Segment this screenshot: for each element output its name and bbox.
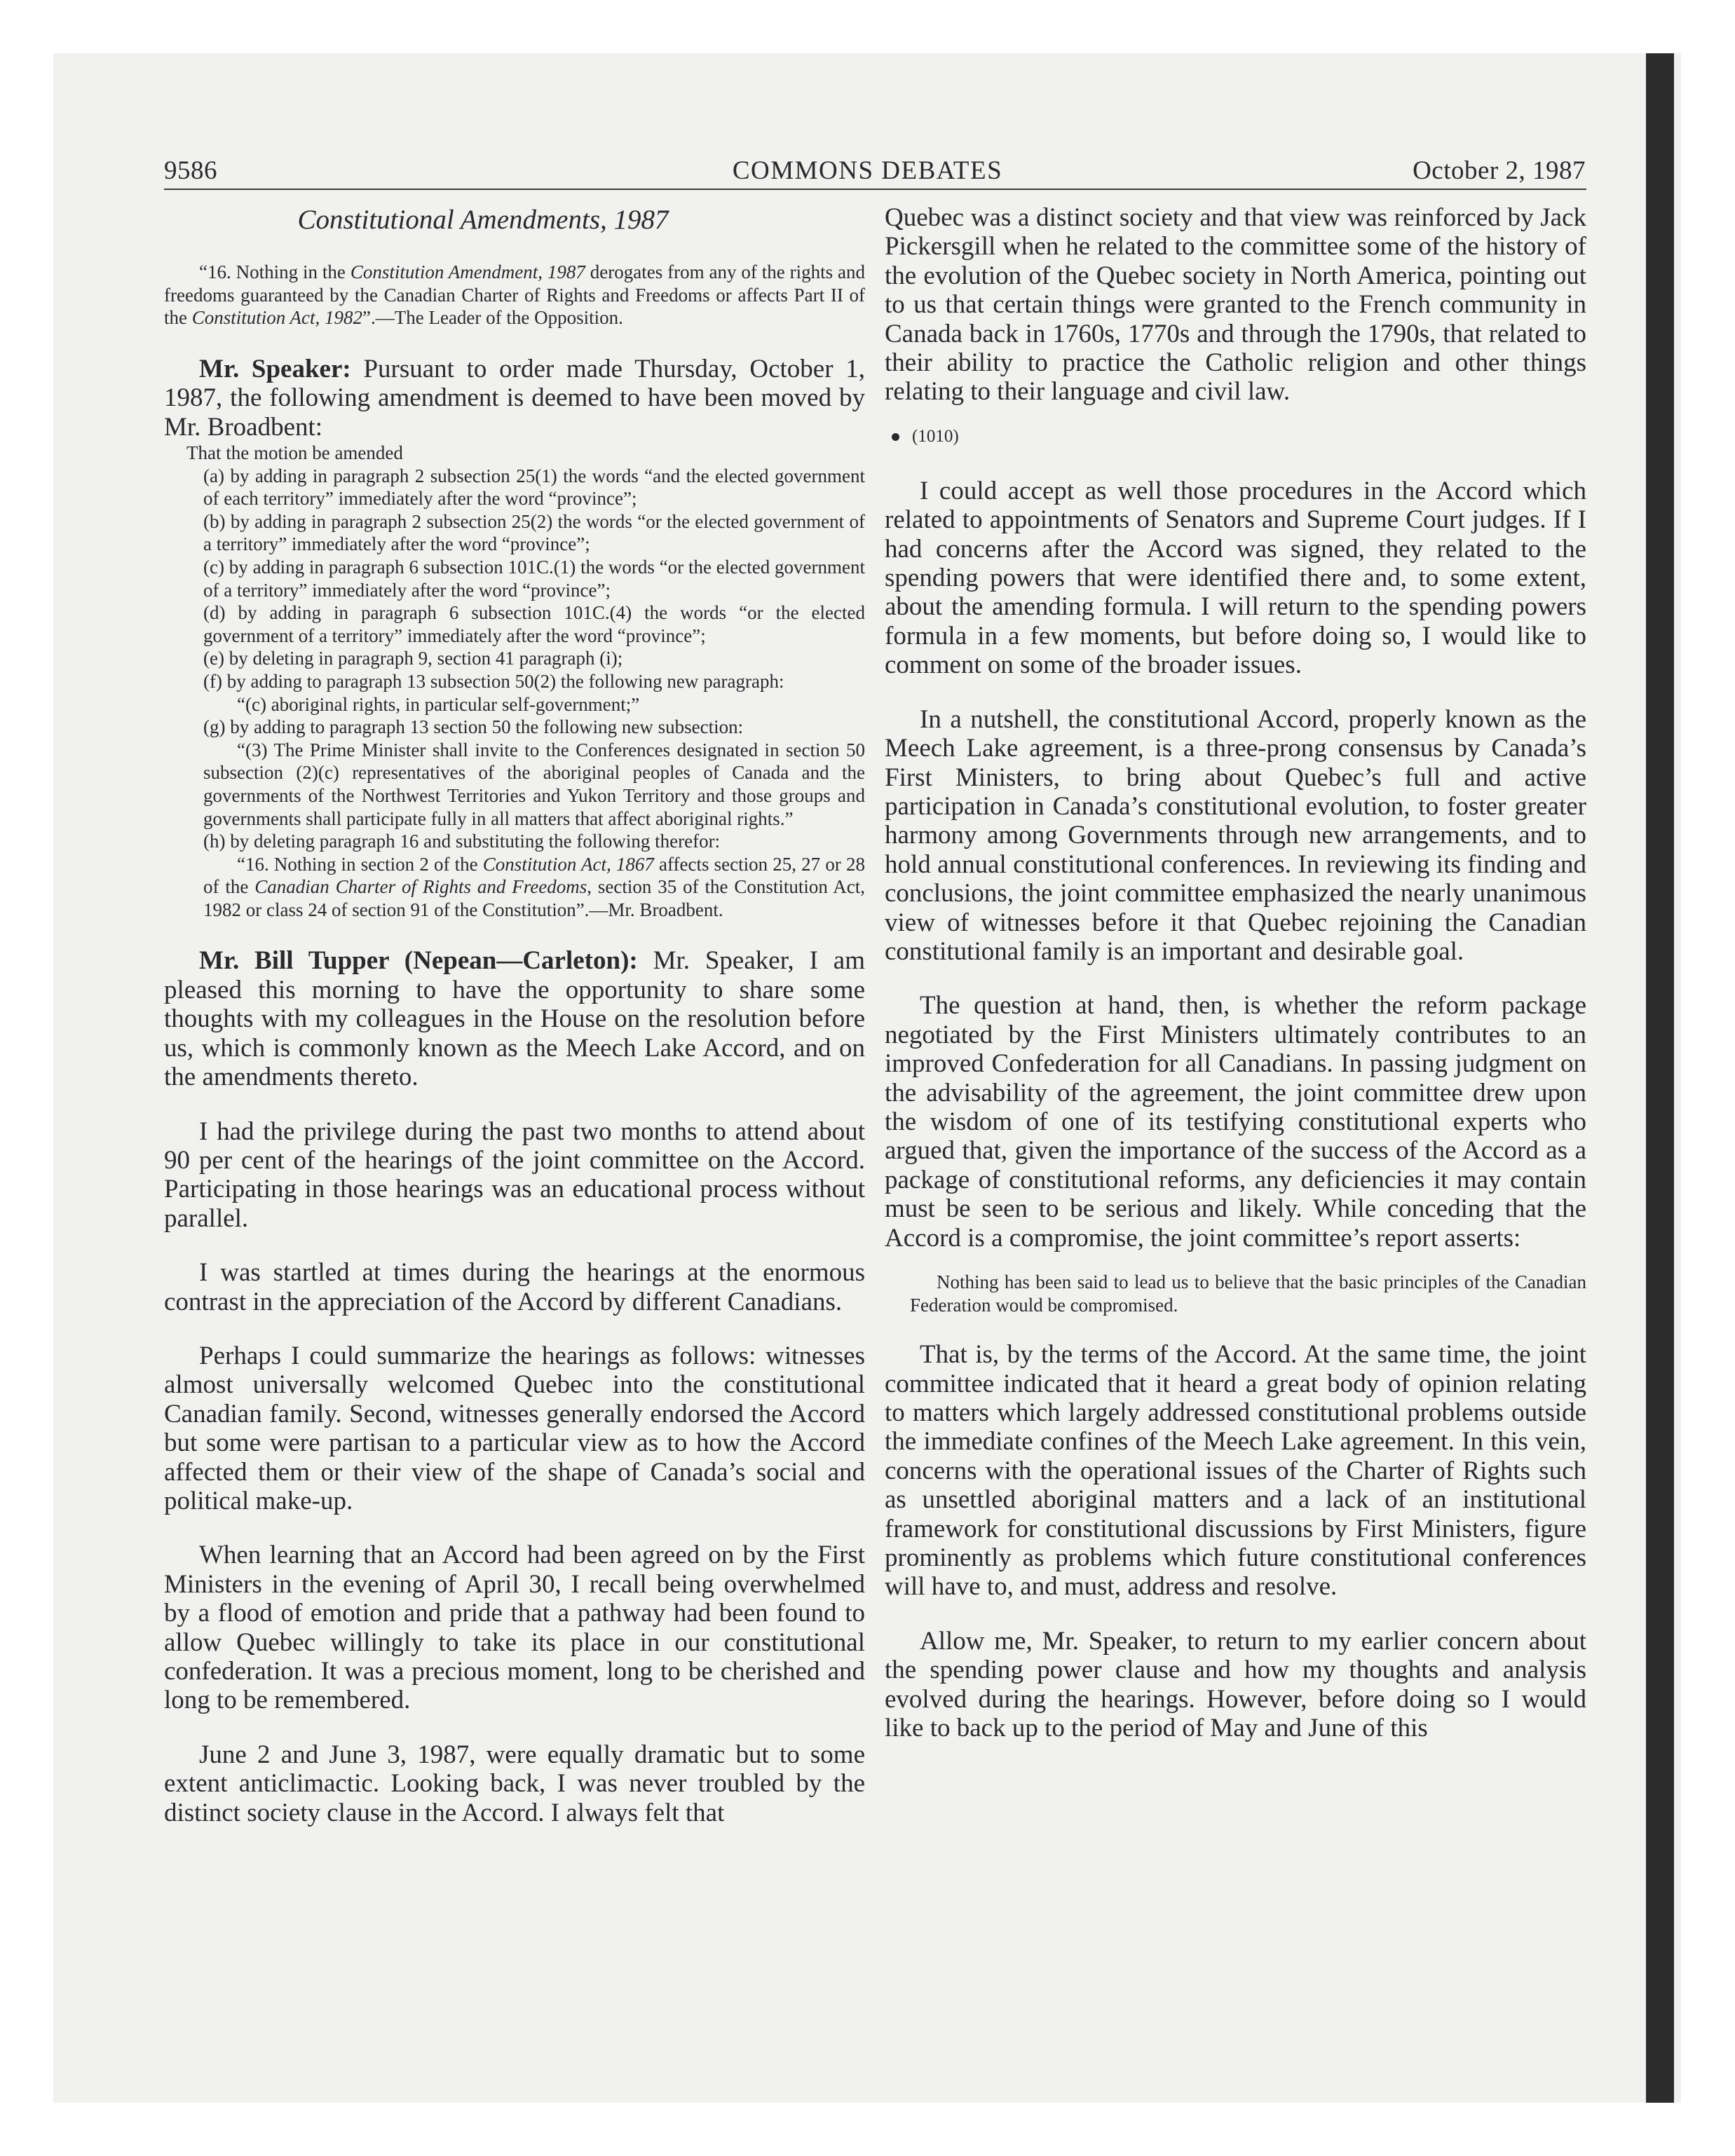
report-quotation: Nothing has been said to lead us to believe that the basic principles of the Canadian Federation would be compromised. [910,1271,1586,1316]
motion-clause-g: (g) by adding to paragraph 13 section 50 the following new subsection: [203,716,744,738]
body-paragraph: I could accept as well those procedures in the Accord which related to appointments of Senators and Supreme Court judges. If I had concerns after the Accord was signed, they related to the spending powers that were identified there and, to some extent, about the amending formula. I will return to the spending powers formula in a few moments, but before doing so, I would like to comment on some of the broader issues. [885,476,1586,680]
header-rule [164,189,1586,190]
motion-clause-h-text: “16. Nothing in section 2 of the Constitution Act, 1867 affects section 25, 27 or 28 of the Canadian Charter of Rights and Freedoms, section 35 of the Constitution Act, 1982 or class 24 of section 91 of the Constitution”.—Mr. Broadbent. [203,853,865,920]
quoted-amendment-16: “16. Nothing in the Constitution Amendment, 1987 derogates from any of the rights and freedoms guaranteed by the Canadian Charter of Rights and Freedoms or affects Part II of the Constitution Act, 1982”.—The Leader of the Opposition. [164,261,866,329]
speaker-statement: Mr. Speaker: Pursuant to order made Thursday, October 1, 1987, the following amendment is deemed to have been moved by Mr. Broadbent: [164,354,865,442]
motion-clause-d: (d) by adding in paragraph 6 subsection 101C.(4) the words “or the elected government of a territory” immediately after the word “province”; [203,602,865,646]
motion-clause-c: (c) by adding in paragraph 6 subsection 101C.(1) the words “or the elected government of a territory” immediately after the word “province”; [203,556,865,601]
page-number: 9586 [164,156,217,185]
body-paragraph: When learning that an Accord had been agreed on by the First Ministers in the evening of April 30, I recall being overwhelmed by a flood of emotion and pride that a pathway had been found to allow Quebec willingly to take its place in our constitutional confederation. It was a precious moment, long to be cherished and long to be remembered. [164,1541,865,1715]
scan-edge-shadow [1646,53,1674,2103]
motion-clause-h: (h) by deleting paragraph 16 and substituting the following therefor: [203,831,721,852]
body-paragraph: Allow me, Mr. Speaker, to return to my earlier concern about the spending power clause and how my thoughts and analysis evolved during the hearings. However, before doing so I would like to back up to the period of May and June of this [885,1626,1586,1743]
body-paragraph: Perhaps I could summarize the hearings as follows: witnesses almost universally welcomed Quebec into the constitutional Canadian family. Second, witnesses generally endorsed the Accord but some were partisan to a particular view as to how the Accord affected them or their view of the shape of Canada’s social and political make-up. [164,1341,865,1515]
tupper-speech-opening: Mr. Bill Tupper (Nepean—Carleton): Mr. Speaker, I am pleased this morning to have the opportunity to share some thoughts with my colleagues in the House on the resolution before us, which is commonly known as the Meech Lake Accord, and on the amendments thereto. [164,946,865,1092]
motion-clause-f: (f) by adding to paragraph 13 subsection 50(2) the following new paragraph: [203,670,784,692]
speaker-name: Mr. Speaker: [199,354,351,383]
motion-clause-a: (a) by adding in paragraph 2 subsection 25(1) the words “and the elected government of each territory” immediately after the word “province”; [203,465,865,510]
motion-clause-f-text: “(c) aboriginal rights, in particular self-government;” [237,693,640,715]
body-paragraph: I had the privilege during the past two months to attend about 90 per cent of the hearings of the joint committee on the Accord. Participating in those hearings was an educational process without parallel. [164,1117,865,1233]
page-date: October 2, 1987 [1413,156,1586,185]
motion-clause-g-text: “(3) The Prime Minister shall invite to the Conferences designated in section 50 subsection (2)(c) representatives of the aboriginal peoples of Canada and the governments of the Northwest Territories and Yukon Territory and those groups and governments shall participate fully in all matters that affect aboriginal rights.” [203,739,865,829]
body-paragraph: Quebec was a distinct society and that view was reinforced by Jack Pickersgill when he related to the committee some of the history of the evolution of the Quebec society in North America, pointing out to us that certain things were granted to the French community in Canada back in 1760s, 1770s and through the 1790s, that related to their ability to practice the Catholic religion and other things relating to their language and civil law. [885,203,1586,407]
body-paragraph: I was startled at times during the hearings at the enormous contrast in the appreciation of the Accord by different Canadians. [164,1258,865,1316]
motion-clause-e: (e) by deleting in paragraph 9, section 41 paragraph (i); [203,648,623,669]
motion-amendment [164,442,865,921]
body-paragraph: June 2 and June 3, 1987, were equally dramatic but to some extent anticlimactic. Looking back, I was never troubled by the distinct society clause in the Accord. I always felt that [164,1740,865,1827]
journal-title: COMMONS DEBATES [732,156,1003,185]
right-column [885,203,1586,1742]
bullet-icon [892,433,899,441]
body-paragraph: The question at hand, then, is whether the reform package negotiated by the First Ministers ultimately contributes to an improved Confederation for all Canadians. In passing judgment on the advisability of the agreement, the joint committee drew upon the wisdom of one of its testifying constitutional experts who argued that, given the importance of the success of the Accord as a package of constitutional reforms, any deficiencies it may contain must be seen to be serious and likely. While conceding that the Accord is a compromise, the joint committee’s report asserts: [885,991,1586,1253]
member-name: Mr. Bill Tupper (Nepean—Carleton): [199,946,638,976]
left-column [164,203,865,1827]
running-title: Constitutional Amendments, 1987 [297,205,669,235]
body-paragraph: In a nutshell, the constitutional Accord, properly known as the Meech Lake agreement, is a three-prong consensus by Canada’s First Ministers, to bring about Quebec’s full and active participation in Canada’s constitutional evolution, to foster greater harmony among Governments through new arrangements, and to hold annual constitutional conferences. In reviewing its finding and conclusions, the joint committee emphasized the nearly unanimous view of witnesses before it that Quebec rejoining the Canadian constitutional family is an important and desirable goal. [885,704,1586,966]
motion-intro: That the motion be amended [186,442,403,463]
body-paragraph: That is, by the terms of the Accord. At the same time, the joint committee indicated that it heard a great body of opinion relating to matters which largely addressed constitutional problems outside the immediate confines of the Meech Lake agreement. In this vein, concerns with the operational issues of the Charter of Rights such as unsettled aboriginal matters and a lack of an institutional framework for constitutional discussions by First Ministers, figure prominently as problems which future constitutional conferences will have to, and must, address and resolve. [885,1340,1586,1602]
time-marker: (1010) [885,425,1586,449]
motion-clause-b: (b) by adding in paragraph 2 subsection 25(2) the words “or the elected government of a territory” immediately after the word “province”; [203,510,865,555]
